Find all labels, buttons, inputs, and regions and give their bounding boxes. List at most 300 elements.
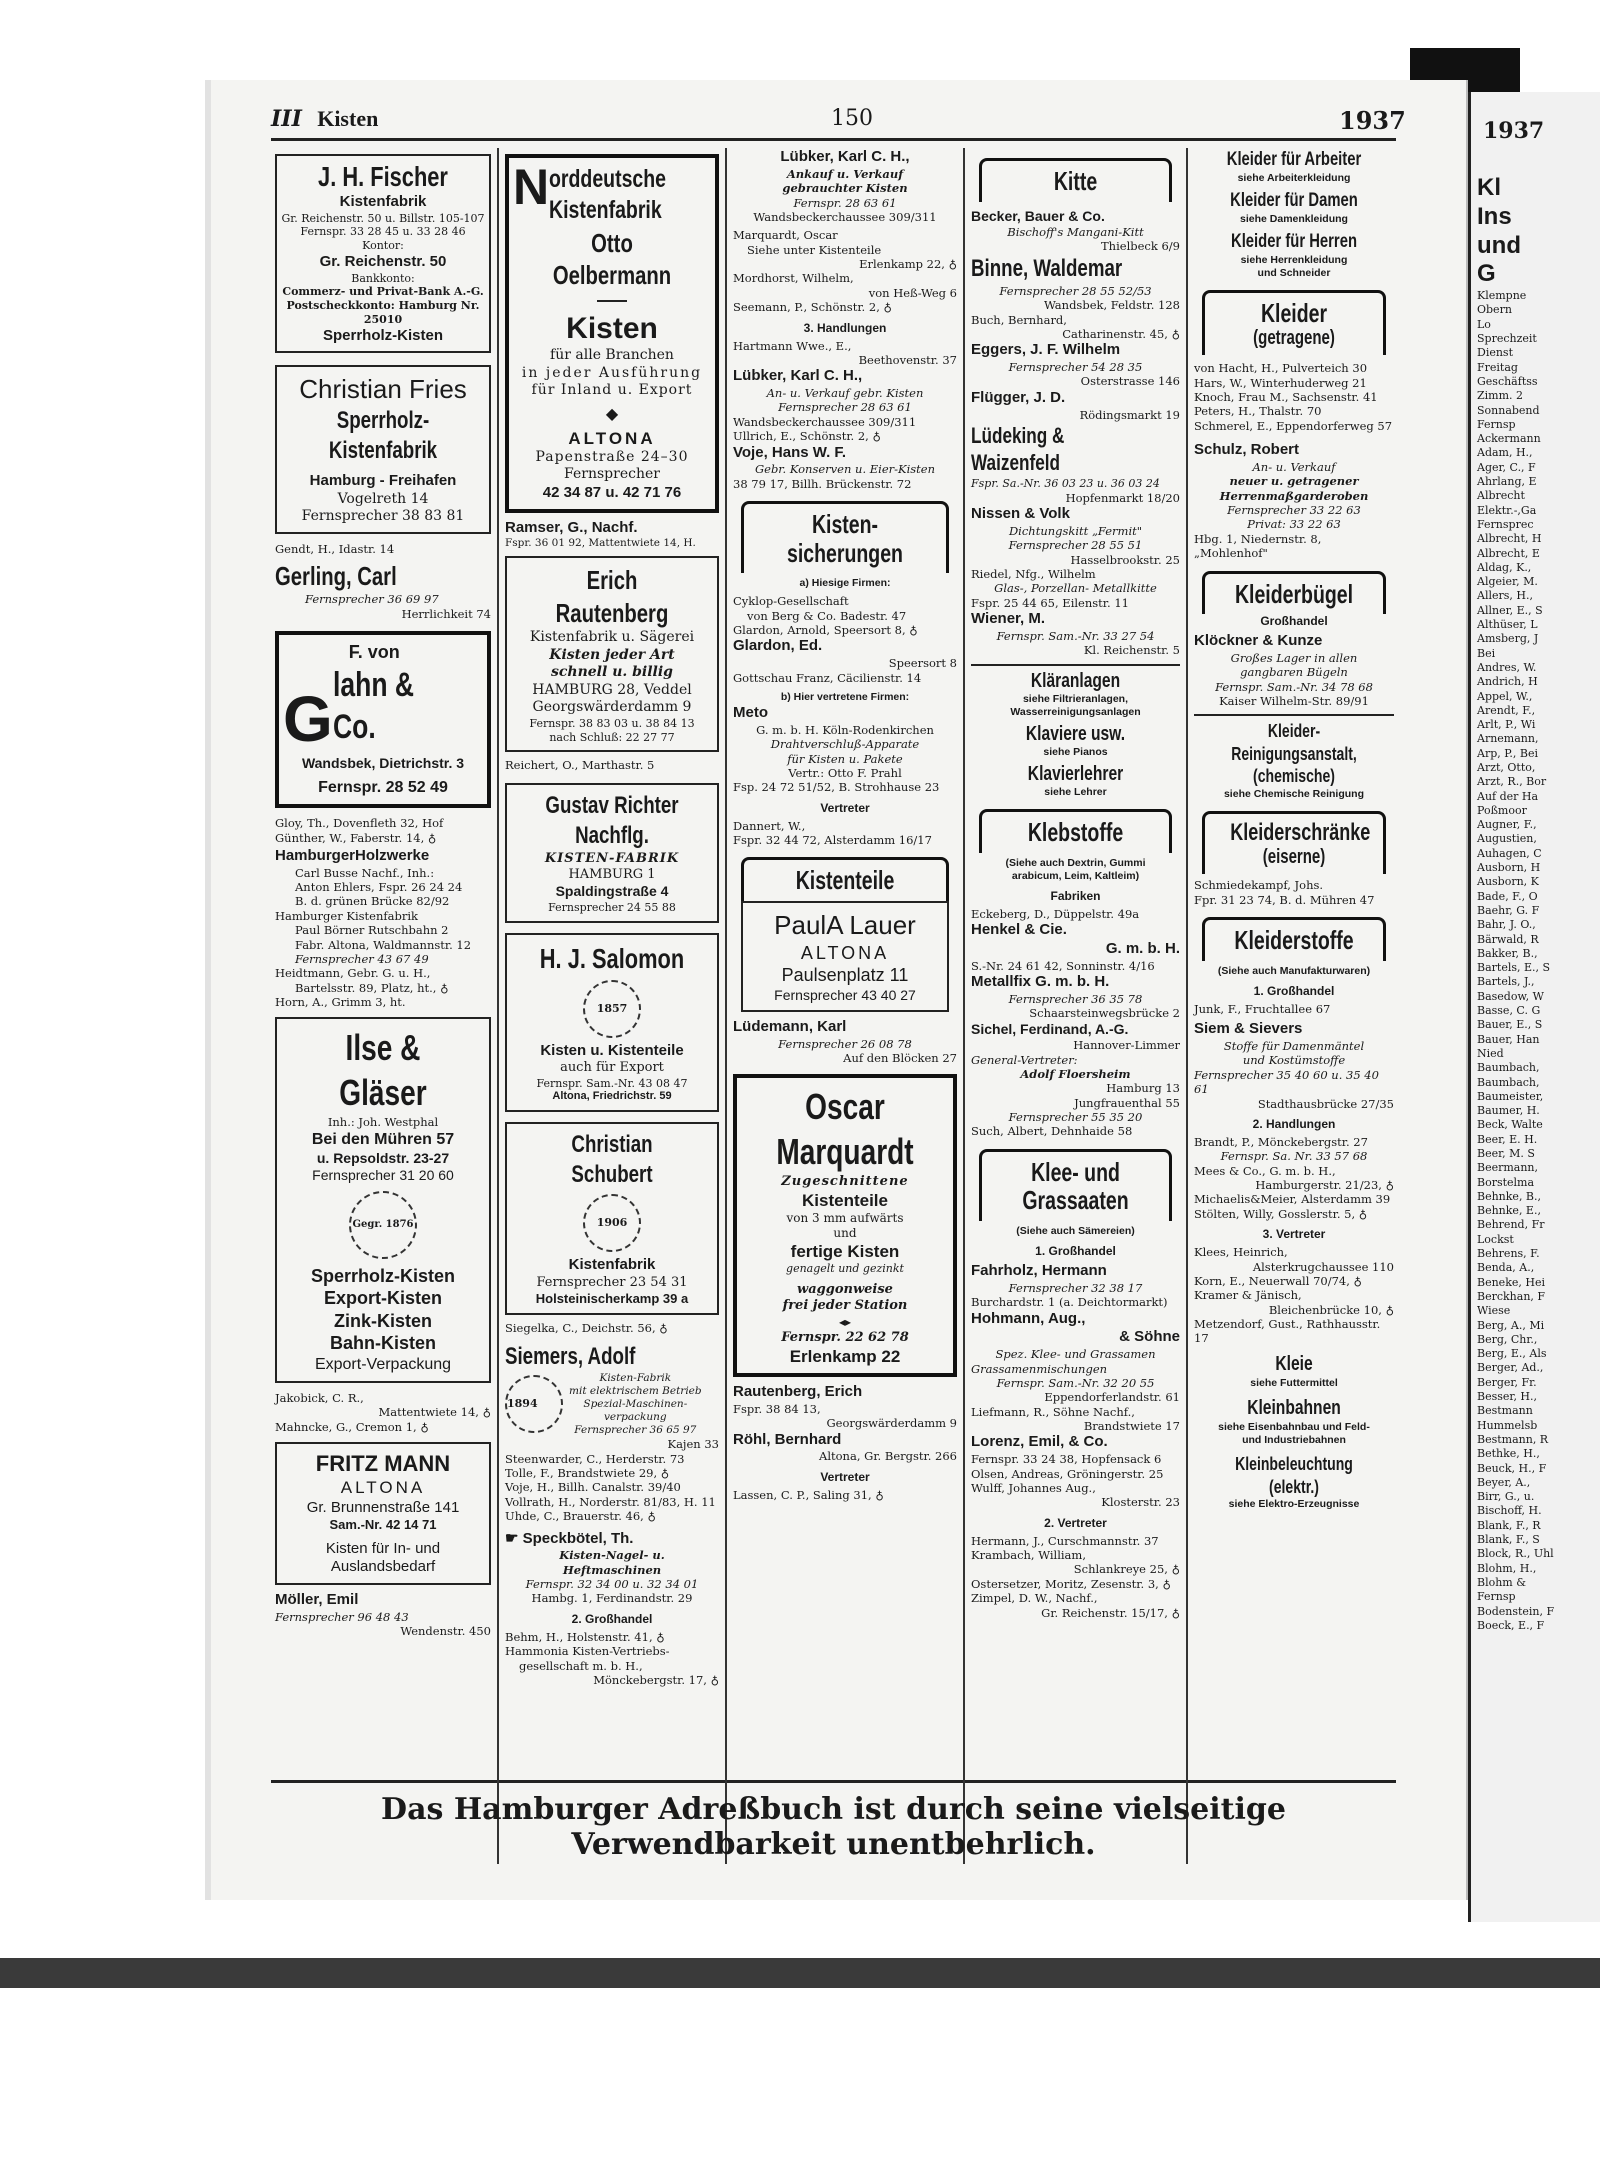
entry-line: Spez. Klee- und Grassamen <box>995 1347 1156 1362</box>
page-header-left <box>271 106 378 132</box>
right-page-line: Besser, H., <box>1477 1390 1538 1404</box>
entry-group <box>971 1405 1180 1434</box>
ad-salomon-line: Altona, Friedrichstr. 59 <box>552 1090 672 1103</box>
right-page-line: Beyer, A., <box>1477 1475 1531 1489</box>
ad-marquardt <box>733 1074 957 1378</box>
section-tab-title: Kleider <box>1260 297 1328 328</box>
crossref-line: siehe Eisenbahnbau und Feld- <box>1218 1420 1370 1433</box>
crossref-line: (Siehe auch Dextrin, Gummi <box>1005 856 1146 869</box>
crossref-klaviere <box>967 723 1184 759</box>
entry-line: Fernspr. 28 63 61 <box>793 195 897 210</box>
entry-line: Privat: 33 22 63 <box>1247 517 1341 532</box>
entry-junk: Junk, F., Fruchtallee 67 <box>1194 1001 1331 1016</box>
right-page-line: Beck, Walte <box>1477 1118 1543 1132</box>
entry-line: Mahncke, G., Cremon 1, ♁ <box>275 1419 429 1434</box>
ad-schubert-line: Fernsprecher 23 54 31 <box>536 1274 688 1290</box>
subsection-heading: b) Hier vertretene Firmen: <box>780 690 910 703</box>
ad-marquardt-line: Kistenteile <box>802 1190 888 1210</box>
entry-line: Catharinenstr. 45, ♁ <box>1062 326 1180 341</box>
entry-lorenz <box>971 1433 1180 1466</box>
entry-line: Fernsprecher 28 55 52/53 <box>999 283 1152 298</box>
right-page-line: Ager, C., F <box>1477 460 1536 474</box>
section-tab-kistensicherungen <box>741 501 949 573</box>
entry-group <box>275 1391 491 1434</box>
entry-line: Steenwarder, C., Herderstr. 73 <box>505 1451 685 1466</box>
column-divider <box>497 148 499 1864</box>
entry-meto-name: Meto <box>733 704 768 722</box>
entry-line: Bleichenbrücke 10, ♁ <box>1268 1302 1394 1317</box>
ad-fischer-line: Fernspr. 33 28 45 u. 33 28 46 <box>300 225 466 239</box>
arrow-ornament-icon: ◂▸ <box>838 1314 852 1329</box>
entry-group <box>1194 878 1394 907</box>
entry-gerling-line: Herrlichkeit 74 <box>401 606 491 621</box>
entry-gendt: Gendt, H., Idastr. 14 <box>275 541 395 556</box>
entry-rautenberg <box>733 1383 957 1431</box>
right-page-line: Ausborn, H <box>1477 861 1541 875</box>
section-tab-kitte <box>979 158 1172 202</box>
right-page-line: Blohm, H., <box>1477 1561 1537 1575</box>
entry-line: S.-Nr. 24 61 42, Sonninstr. 4/16 <box>971 958 1155 973</box>
entry-line: Riedel, Nfg., Wilhelm <box>971 566 1096 581</box>
subsection-heading: 1. Großhandel <box>1253 983 1335 998</box>
right-page-line: Arlt, P., Wi <box>1477 718 1536 732</box>
right-page-line: Berger, Ad., <box>1477 1361 1544 1375</box>
ad-salomon-line: Kisten u. Kistenteile <box>540 1041 684 1059</box>
entry-line: Hopfenmarkt 18/20 <box>1065 490 1180 505</box>
entry-line: Brandstwiete 17 <box>1083 1419 1180 1433</box>
entry-wiener <box>971 610 1180 658</box>
ad-oelbermann <box>505 154 719 513</box>
ad-fischer-name: J. H. Fischer <box>318 161 448 192</box>
crossref-title: (chemische) <box>1253 766 1335 787</box>
entry-line: Jungfrauenthal 55 <box>1074 1095 1180 1110</box>
right-page-line: Augner, F., <box>1477 818 1537 832</box>
right-page <box>1468 92 1600 1922</box>
entry-group <box>971 1534 1180 1620</box>
entry-line: Schlankreye 25, ♁ <box>1073 1562 1180 1577</box>
ad-marquardt-line: Zugeschnittene <box>781 1173 909 1189</box>
ad-fries-line: Kistenfabrik <box>328 436 438 464</box>
entry-line: Fernspr. Sa. Nr. 33 57 68 <box>1220 1149 1368 1164</box>
entry-fahrholz <box>971 1262 1180 1310</box>
entry-rautenberg-name: Rautenberg, Erich <box>733 1383 863 1401</box>
section-number: III <box>271 106 302 132</box>
entry-line: Osterstrasse 146 <box>1080 374 1180 389</box>
entry-such: Such, Albert, Dehnhaide 58 <box>971 1124 1133 1139</box>
entry-speckboetel <box>505 1530 719 1606</box>
entry-line: Knoch, Frau M., Sachsenstr. 41 <box>1194 390 1378 405</box>
ad-fischer-line: Kontor: <box>362 239 404 253</box>
entry-line: Mattentwiete 14, ♁ <box>378 1405 491 1420</box>
right-page-line: Geschäftss <box>1477 374 1538 388</box>
entry-line: Wandsbeckerchaussee 309/311 <box>753 209 937 224</box>
entry-line: Alsterkrugchaussee 110 <box>1252 1259 1394 1274</box>
right-page-line: Sprechzeit <box>1477 332 1537 346</box>
right-page-line: Allers, H., <box>1477 589 1533 603</box>
entry-group <box>505 1630 719 1688</box>
ad-glahn <box>275 631 491 808</box>
right-page-line: Hummelsb <box>1477 1418 1538 1432</box>
entry-siegelka: Siegelka, C., Deichstr. 56, ♁ <box>505 1321 668 1336</box>
ad-rautenberg-line: Fernspr. 38 83 03 u. 38 84 13 <box>529 716 695 730</box>
entry-line: Altona, Gr. Bergstr. 266 <box>819 1449 957 1464</box>
ad-lauer-city: ALTONA <box>800 942 890 963</box>
entry-line: Wandsbeckerchaussee 309/311 <box>733 414 917 429</box>
ad-richter-name: Gustav Richter Nachflg. <box>545 791 679 849</box>
divider <box>597 300 627 302</box>
entry-group <box>1194 1135 1394 1221</box>
entry-henkel-name: Henkel & Cie. <box>971 921 1067 939</box>
subsection-heading: a) Hiesige Firmen: <box>799 577 891 590</box>
right-page-line: Freitag <box>1477 360 1518 374</box>
entry-line: Schmerel, E., Eppendorferweg 57 <box>1194 418 1393 433</box>
ad-fischer-line: Bankkonto: <box>351 271 415 285</box>
entry-line: Hars, W., Winterhuderweg 21 <box>1194 375 1367 390</box>
ad-glahn-addr: Wandsbek, Dietrichstr. 3 <box>301 754 465 771</box>
founded-seal-icon: 1857 <box>583 980 641 1038</box>
entry-metallfix-name: Metallfix G. m. b. H. <box>971 973 1110 991</box>
entry-line: Fernspr. Sam.-Nr. 34 78 68 <box>1215 679 1373 694</box>
right-page-line: Althüser, L <box>1477 618 1538 632</box>
ad-oelbermann-phone: 42 34 87 u. 42 71 76 <box>542 483 682 501</box>
entry-line: von Berg & Co. Badestr. 47 <box>747 608 907 623</box>
section-tab-klebstoffe <box>979 809 1172 853</box>
right-page-line: Appel, W., <box>1477 689 1533 703</box>
page-year: 1937 <box>1339 106 1406 135</box>
founded-seal-icon: 1906 <box>583 1194 641 1252</box>
entry-line: Fernsprecher 54 28 35 <box>1008 360 1143 375</box>
entry-luedeking-name: Lüdeking & Waizenfeld <box>971 422 1065 476</box>
ad-marquardt-line: und <box>833 1226 857 1241</box>
entry-luedemann <box>733 1018 957 1066</box>
entry-sichel <box>971 1021 1180 1125</box>
entry-luebker-name: Lübker, Karl C. H., <box>733 367 863 385</box>
crossref-title: Kleie <box>1275 1352 1313 1375</box>
right-page-line: Bestmann, R <box>1477 1432 1549 1446</box>
ad-marquardt-name: Oscar Marquardt <box>776 1085 914 1172</box>
right-page-line: Augustien, <box>1477 832 1537 846</box>
entry-siem <box>1194 1020 1394 1111</box>
right-page-line: Arendt, F., <box>1477 703 1536 717</box>
entry-line: Herrenmaßgarderoben <box>1219 488 1369 503</box>
subsection-heading: 2. Handlungen <box>1252 1116 1336 1131</box>
entry-line: An- u. Verkauf <box>1252 459 1336 474</box>
crossref-line: und Industriebahnen <box>1242 1434 1346 1447</box>
crossref-arbeiter <box>1190 148 1398 185</box>
section-tab-title: sicherungen <box>787 537 903 568</box>
entry-fahrholz-name: Fahrholz, Hermann <box>971 1262 1107 1280</box>
entry-line: Thielbeck 6/9 <box>1101 239 1180 254</box>
right-page-line: Beermann, <box>1477 1161 1539 1175</box>
ad-oelbermann-addr: Papenstraße 24–30 <box>535 448 689 465</box>
entry-group <box>733 819 957 848</box>
entry-line: Zimpel, D. W., Nachf., <box>971 1591 1098 1606</box>
entry-henkel <box>971 921 1180 973</box>
ad-fries-line: Fernsprecher 38 83 81 <box>301 508 465 525</box>
entry-line: Wulff, Johannes Aug., <box>971 1480 1096 1495</box>
ad-oelbermann-line: in jeder Ausführung <box>521 364 703 381</box>
entry-line: Hartmann Wwe., E., <box>733 338 852 353</box>
ad-glahn-name: lahn & Co. <box>332 665 414 747</box>
subsection-heading: 3. Handlungen <box>803 320 887 335</box>
right-page-line: und <box>1477 231 1521 259</box>
entry-line: Fspr. 36 01 92, Mattentwiete 14, H. <box>505 537 696 550</box>
ad-fries <box>275 365 491 533</box>
ad-fischer-line: Commerz- und Privat-Bank A.-G. <box>282 285 484 299</box>
entry-glardon-name: Glardon, Ed. <box>733 637 823 655</box>
entry-line: Fspr. 38 84 13, <box>733 1401 821 1416</box>
entry-line: Heftmaschinen <box>562 1562 662 1577</box>
entry-line: Fernsprecher 36 35 78 <box>1008 991 1143 1006</box>
subsection-heading: Vertreter <box>820 800 870 815</box>
crossref-line: siehe Filtrieranlagen, <box>1022 692 1129 705</box>
entry-group <box>275 909 491 1010</box>
gegr-seal-icon: Gegr. 1876 <box>349 1191 417 1259</box>
right-page-lines <box>1471 174 1600 1633</box>
right-page-line: G <box>1477 260 1496 288</box>
entry-line: Peters, H., Thalstr. 70 <box>1194 404 1322 419</box>
ad-rautenberg-line: HAMBURG 28, Veddel <box>532 681 692 698</box>
entry-group <box>971 1467 1180 1510</box>
entry-line: Großes Lager in allen <box>1230 650 1358 665</box>
column-divider <box>725 148 727 1864</box>
ad-glahn-von: F. von <box>348 642 400 663</box>
right-page-line: Allner, E., S <box>1477 603 1543 617</box>
entry-hohmann-name: Hohmann, Aug., <box>971 1309 1086 1327</box>
ad-rautenberg-line: Kisten jeder Art <box>549 646 675 663</box>
entry-line: Olsen, Andreas, Gröningerstr. 25 <box>971 1466 1164 1481</box>
right-page-line: Baumbach, <box>1477 1075 1540 1089</box>
right-page-line: Baumbach, <box>1477 1061 1540 1075</box>
crossref-line: (Siehe auch Sämereien) <box>1016 1225 1135 1237</box>
ad-ilse-line: Bei den Mühren 57 <box>311 1130 455 1148</box>
right-page-line: Elektr.-,Ga <box>1477 503 1537 517</box>
entry-line: Heidtmann, Gebr. G. u. H., <box>275 966 431 981</box>
right-page-line: Bartels, E., S <box>1477 961 1551 975</box>
crossref-title: Kleinbahnen <box>1247 1396 1341 1419</box>
right-page-line: Kl <box>1477 174 1501 201</box>
entry-holzwerke <box>275 847 491 909</box>
ad-ilse-line: Inh.: Joh. Westphal <box>327 1115 439 1130</box>
ad-ilse-product: Export-Kisten <box>323 1288 442 1309</box>
entry-sichel-name: Sichel, Ferdinand, A.-G. <box>971 1020 1129 1037</box>
crossref-line: (Siehe auch Manufakturwaren) <box>1217 964 1371 977</box>
entry-line: von Hacht, H., Pulverteich 30 <box>1194 361 1368 376</box>
entry-metallfix <box>971 973 1180 1021</box>
entry-line: von Heß-Weg 6 <box>868 285 957 300</box>
right-page-line: Andres, W. <box>1477 660 1537 674</box>
entry-line: Drahtverschluß-Apparate <box>770 737 920 752</box>
entry-line: Brandt, P., Mönckebergstr. 27 <box>1194 1134 1368 1149</box>
ad-fries-line: Sperrholz- <box>336 406 430 434</box>
right-page-line: Behnke, B., <box>1477 1189 1542 1203</box>
entry-becker-name: Becker, Bauer & Co. <box>971 207 1105 224</box>
entry-nissen-name: Nissen & Volk <box>971 505 1070 523</box>
entry-henkel-name: G. m. b. H. <box>1105 940 1180 958</box>
entry-line: Dichtungskitt „Fermit" <box>1008 523 1143 538</box>
crossref-line: arabicum, Leim, Kaltleim) <box>1011 869 1140 882</box>
section-tab-title: Kistenteile <box>795 865 895 896</box>
section-tab-title: Kisten- <box>811 509 879 539</box>
entry-line: mit elektrischem Betrieb <box>569 1384 702 1397</box>
column-2 <box>501 148 723 1868</box>
column-1 <box>271 148 495 1868</box>
ad-fischer-line: Gr. Reichenstr. 50 <box>319 252 447 270</box>
ad-rautenberg-line: Georgswärderdamm 9 <box>532 699 692 716</box>
right-page-line: Arzt, R., Bor <box>1477 775 1547 789</box>
entry-kloeckner <box>1194 632 1394 708</box>
ad-schubert-line: Holsteinischerkamp 39 a <box>535 1291 689 1306</box>
ad-marquardt-line: fertige Kisten <box>790 1242 900 1262</box>
entry-group <box>505 1452 719 1524</box>
ad-marquardt-line: von 3 mm aufwärts <box>786 1211 904 1226</box>
right-page-line: Bade, F., O <box>1477 889 1538 903</box>
entry-line: Metzendorf, Gust., Rathhausstr. 17 <box>1194 1317 1381 1346</box>
right-page-line: Aldag, K., <box>1477 560 1532 574</box>
section-tab-title: Kitte <box>1053 166 1098 196</box>
entry-binne <box>971 254 1180 313</box>
entry-fluegger <box>971 389 1180 422</box>
right-page-line: Lockst <box>1477 1232 1514 1246</box>
entry-lorenz-name: Lorenz, Emil, & Co. <box>971 1433 1108 1451</box>
entry-line: Klosterstr. 23 <box>1101 1495 1180 1510</box>
crossref-title: Kleider-Reinigungsanstalt, <box>1231 721 1357 764</box>
crossref-line: siehe Chemische Reinigung <box>1223 787 1365 800</box>
right-page-line: Bauer, E., S <box>1477 1018 1543 1032</box>
section-tab-title: (getragene) <box>1253 327 1335 350</box>
ad-lauer-phone: Fernsprecher 43 40 27 <box>774 986 916 1003</box>
entry-moeller <box>275 1591 491 1639</box>
entry-line: Auf den Blöcken 27 <box>843 1051 957 1066</box>
right-page-line: Behnke, E., <box>1477 1204 1541 1218</box>
entry-line: Carl Busse Nachf., Inh.: <box>295 865 435 880</box>
entry-line: gesellschaft m. b. H., <box>519 1658 643 1673</box>
entry-gerling-line: Fernsprecher 36 69 97 <box>305 592 439 607</box>
entry-siemers <box>505 1342 719 1452</box>
page-number: 150 <box>831 106 873 131</box>
right-page-line: Bartels, J., <box>1477 975 1535 989</box>
entry-line: Buch, Bernhard, <box>971 312 1067 327</box>
right-page-line: Benda, A., <box>1477 1261 1535 1275</box>
entry-line: Glardon, Arnold, Speersort 8, ♁ <box>733 623 918 638</box>
crossref-klavierlehrer <box>967 763 1184 799</box>
entry-line: Bischoff's Mangani-Kitt <box>1007 225 1144 240</box>
entry-line: Fspr. 25 44 65, Eilenstr. 11 <box>971 595 1129 610</box>
ad-fritz-city: ALTONA <box>340 1478 426 1498</box>
entry-line: Kaiser Wilhelm-Str. 89/91 <box>1219 694 1369 709</box>
column-5 <box>1190 148 1398 1868</box>
right-page-line: Ackermann <box>1477 432 1541 446</box>
section-tab-title: Kleiderstoffe <box>1234 925 1354 956</box>
entry-binne-name: Binne, Waldemar <box>971 254 1123 282</box>
entry-moeller-name: Möller, Emil <box>275 1591 359 1609</box>
right-page-year: 1937 <box>1483 118 1545 144</box>
pointing-hand-icon: ☛ <box>505 1529 519 1547</box>
entry-line: Mordhorst, Wilhelm, <box>733 271 854 286</box>
entry-hohmann-name: & Söhne <box>1119 1328 1180 1346</box>
section-tab-title: (eiserne) <box>1262 846 1326 869</box>
ad-fries-name: Christian Fries <box>299 374 467 405</box>
entry-line: Mees & Co., G. m. b. H., <box>1194 1163 1336 1178</box>
crossref-title: Kläranlagen <box>1030 669 1121 692</box>
entry-line: Jakobick, C. R., <box>275 1390 364 1405</box>
right-page-line: Ausborn, K <box>1477 875 1539 889</box>
entry-line: Dannert, W., <box>733 818 806 833</box>
entry-line: Fspr. Sa.-Nr. 36 03 23 u. 36 03 24 <box>971 476 1160 490</box>
subsection-heading: Fabriken <box>1050 888 1101 903</box>
crossref-line: siehe Arbeiterkleidung <box>1237 171 1351 184</box>
right-page-line: Bahr, J. O., <box>1477 918 1536 932</box>
crossref-kleinbahnen <box>1190 1396 1398 1447</box>
right-page-line: Auhagen, C <box>1477 846 1542 860</box>
entry-line: Schaarsteinwegsbrücke 2 <box>1029 1006 1180 1021</box>
entry-line: Krambach, William, <box>971 1548 1086 1562</box>
entry-line: Beethovenstr. 37 <box>858 352 957 367</box>
crossref-line: siehe Pianos <box>1043 745 1108 758</box>
entry-group <box>275 816 491 845</box>
crossref-line: siehe Damenkleidung <box>1240 212 1348 225</box>
entry-gerling-name: Gerling, Carl <box>275 560 397 591</box>
ad-fischer-line: Sperrholz-Kisten <box>322 326 443 344</box>
subsection-heading: 2. Vertreter <box>1044 1515 1107 1530</box>
crossref-title: Kleider für Arbeiter <box>1226 149 1362 170</box>
entry-line: Klees, Heinrich, <box>1194 1245 1288 1260</box>
subsection-heading: Vertreter <box>820 1469 870 1484</box>
right-page-line: Bestmann <box>1477 1404 1533 1418</box>
crossref-line: siehe Lehrer <box>1044 785 1107 798</box>
entry-line: Fernsprecher 55 35 20 <box>1008 1110 1143 1125</box>
scan-bottom-band <box>0 1958 1600 1988</box>
right-page-line: Bodenstein, F <box>1477 1604 1555 1618</box>
entry-line: Liefmann, R., Söhne Nachf., <box>971 1404 1135 1419</box>
entry-line: Hasselbrookstr. 25 <box>1070 552 1180 567</box>
ad-fries-line: Vogelreth 14 <box>337 490 429 507</box>
ad-fritz-line: Kisten für In- und <box>325 1539 441 1557</box>
entry-line: Hambg. 1, Ferdinandstr. 29 <box>531 1591 693 1606</box>
right-page-line: Birr, G., u. <box>1477 1490 1535 1504</box>
ad-salomon-line: auch für Export <box>560 1060 664 1076</box>
ad-rautenberg-line: nach Schluß: 22 27 77 <box>549 730 675 744</box>
right-page-line: Fernsprec <box>1477 517 1534 531</box>
entry-line: Cyklop-Gesellschaft <box>733 594 849 609</box>
founded-seal-icon: 1894 <box>505 1375 563 1433</box>
entry-eggers <box>971 341 1180 389</box>
ad-glahn-initial: G <box>283 683 333 756</box>
ad-salomon-name: H. J. Salomon <box>539 942 685 974</box>
right-page-line: Arp, P., Bei <box>1477 746 1539 760</box>
entry-line: Fernspr. 32 34 00 u. 32 34 01 <box>525 1577 699 1591</box>
entry-line: Anton Ehlers, Fspr. 26 24 24 <box>295 880 463 895</box>
right-page-line: Berg, E., Als <box>1477 1347 1547 1361</box>
entry-line: und Kostümstoffe <box>1242 1053 1346 1068</box>
entry-siemers-name: Siemers, Adolf <box>505 1342 636 1370</box>
ad-fischer <box>275 154 491 353</box>
entry-luedeking <box>971 422 1180 505</box>
header-rule <box>271 138 1396 141</box>
entry-line: Fernspr. Sam.-Nr. 33 27 54 <box>996 628 1155 643</box>
entry-line: Fernsprecher 96 48 43 <box>275 1609 409 1624</box>
entry-line: Behm, H., Holstenstr. 41, ♁ <box>505 1629 665 1644</box>
entry-roehl-name: Röhl, Bernhard <box>733 1430 842 1448</box>
entry-line: Günther, W., Faberstr. 14, ♁ <box>275 830 437 845</box>
right-page-line: Beer, M. S <box>1477 1147 1535 1160</box>
entry-line: An- u. Verkauf gebr. Kisten <box>766 386 924 400</box>
ad-glahn-phone: Fernspr. 28 52 49 <box>318 779 448 797</box>
entry-wiener-name: Wiener, M. <box>971 610 1046 628</box>
right-page-line: Zimm. 2 <box>1477 389 1524 403</box>
right-page-line: Ahrlang, E <box>1477 475 1537 489</box>
right-page-line: Dienst <box>1477 346 1513 360</box>
